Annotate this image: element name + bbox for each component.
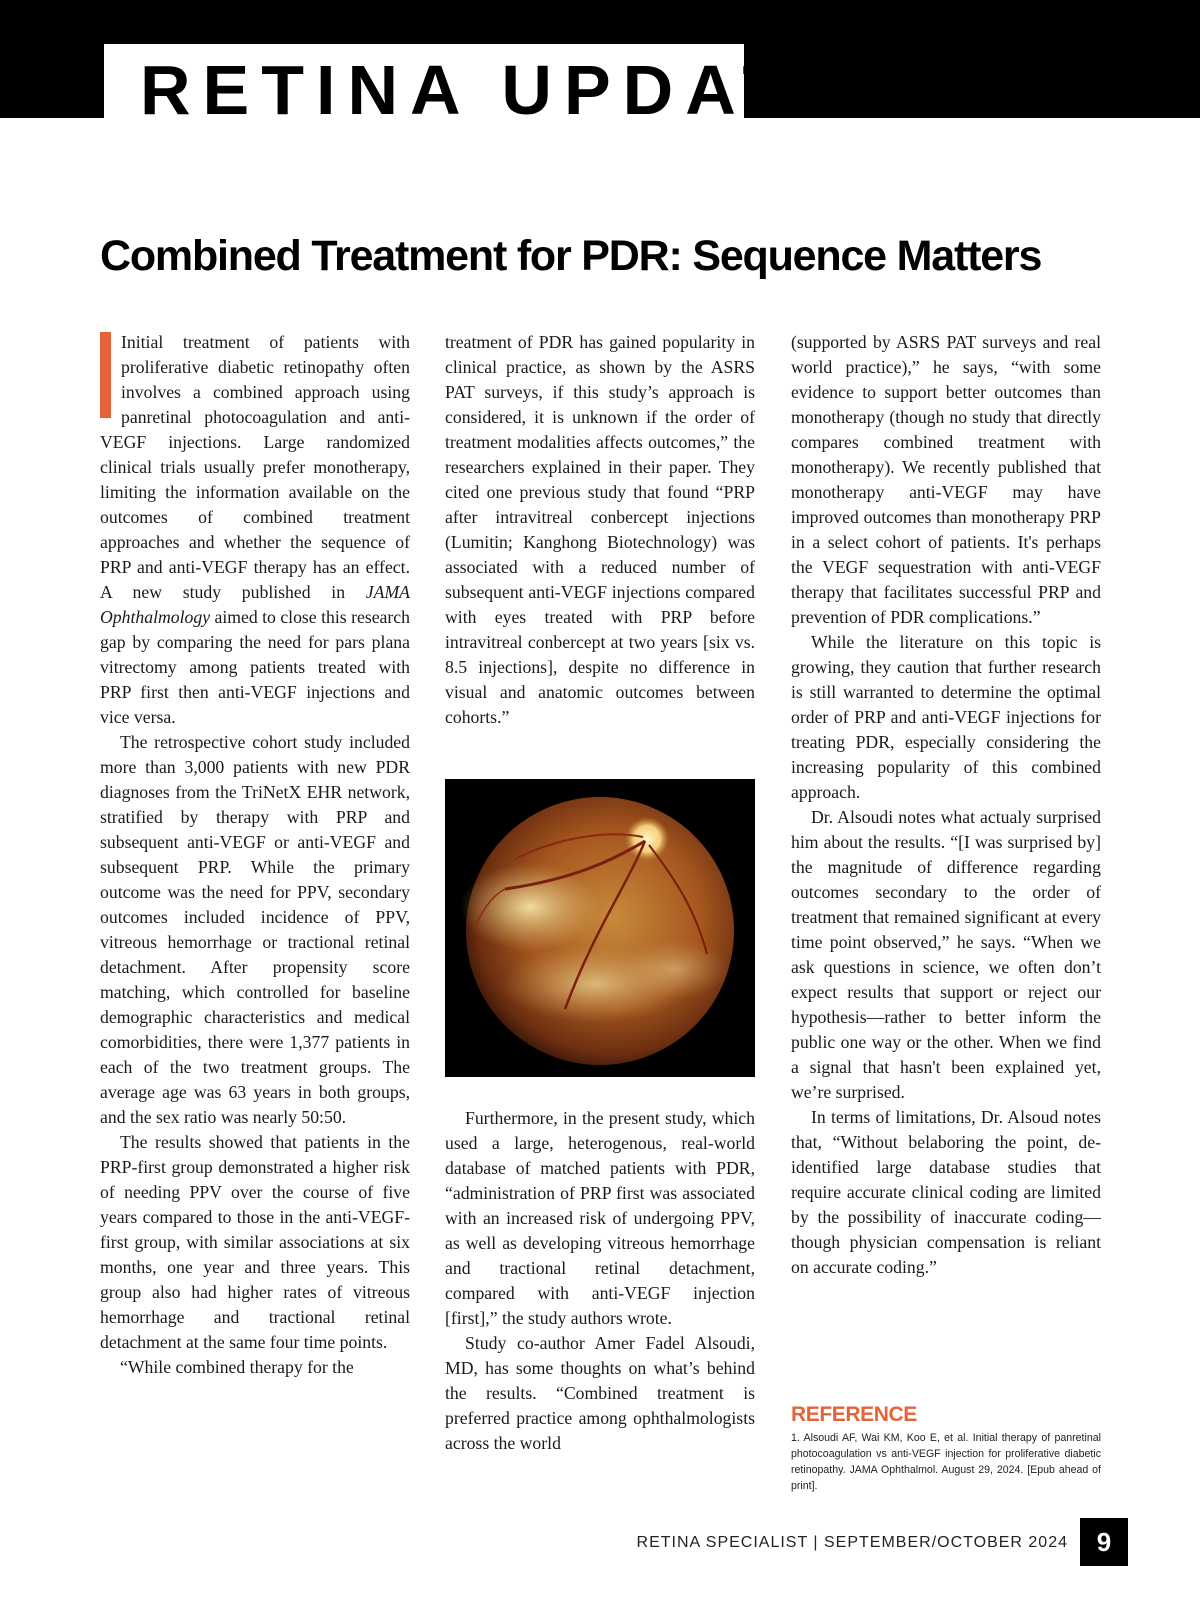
article-column-3: [791, 330, 1101, 1280]
paragraph: The retrospective cohort study included more than 3,000 patients with new PDR diagnoses from the TriNetX EHR network, stratified by therapy with PRP and subsequent anti-VEGF or anti-VEGF and subsequent PRP. While the primary outcome was the need for PPV, secondary outcomes included incidence of PPV, vitreous hemorrhage or tractional retinal detachment. After propensity score matching, which controlled for baseline demographic characteristics and medical comorbidities, there were 1,377 patients in each of the two treatment groups. The average age was 63 years in both groups, and the sex ratio was nearly 50:50.: [100, 732, 410, 1127]
paragraph: Dr. Alsoudi notes what actualy surprised him about the results. “[I was surprised by] the magnitude of difference regarding outcomes secondary to the order of treatment that remained significant at every time point observed,” he says. “When we ask questions in science, we often don’t expect results that support or reject our hypothesis—rather to better inform the public one way or the other. When we find a signal that hasn't been explained yet, we’re surprised.: [791, 807, 1101, 1102]
paragraph-text: Initial treatment of patients with proliferative diabetic retinopathy often involves a combined approach using panretinal photocoagulation and anti-VEGF injections. Large randomized clinical trials usually prefer monotherapy, limiting the information available on the outcomes of combined treatment approaches and whether the sequence of PRP and anti-VEGF therapy has an effect. A new study published in: [100, 332, 410, 602]
footer-publication: RETINA SPECIALIST | SEPTEMBER/OCTOBER 2024: [636, 1534, 1068, 1551]
paragraph: The results showed that patients in the PRP-first group demonstrated a higher risk of needing PPV over the course of five years compared to those in the anti-VEGF-first group, with similar associations at six months, one year and three years. This group also had higher rates of vitreous hemorrhage and tractional retinal detachment at the same four time points.: [100, 1132, 410, 1352]
drop-cap-bar: [100, 332, 111, 418]
article-title: Combined Treatment for PDR: Sequence Matters: [100, 232, 1042, 280]
article-column-2-top: [445, 330, 755, 730]
reference-text: 1. Alsoudi AF, Wai KM, Koo E, et al. Initial therapy of panretinal photocoagulation vs anti-VEGF injection for proliferative diabetic retinopathy. JAMA Ophthalmol. August 29, 2024. [Epub ahead of print].: [791, 1432, 1101, 1492]
paragraph: treatment of PDR has gained popularity in clinical practice, as shown by the ASRS PAT surveys, if this study’s approach is considered, it is unknown if the order of treatment modalities affects outcomes,” the researchers explained in their paper. They cited one previous study that found “PRP after intravitreal conbercept injections (Lumitin; Kanghong Biotechnology) was associated with a reduced number of subsequent anti-VEGF injections compared with eyes treated with PRP before intravitreal conbercept at two years [six vs. 8.5 injections], despite no difference in visual and anatomic outcomes between cohorts.”: [445, 332, 755, 727]
paragraph: [100, 330, 410, 730]
paragraph: While the literature on this topic is growing, they caution that further research is still warranted to determine the optimal order of PRP and anti-VEGF injections for treating PDR, especially considering the increasing popularity of this combined approach.: [791, 632, 1101, 802]
article-column-2-bottom: [445, 1106, 755, 1456]
paragraph-text: aimed to close this research gap by comparing the need for pars plana vitrectomy among patients treated with PRP first then anti-VEGF injections and vice versa.: [100, 607, 410, 727]
journal-name: JAMA Ophthalmology: [100, 582, 410, 627]
reference-heading: REFERENCE: [791, 1403, 917, 1426]
section-label: RETINA UPDATE: [140, 51, 856, 129]
article-column-1: [100, 330, 410, 1380]
fundus-photo: [445, 779, 755, 1077]
paragraph: Furthermore, in the present study, which used a large, heterogenous, real-world database of matched patients with PDR, “administration of PRP first was associated with an increased risk of undergoing PPV, as well as developing vitreous hemorrhage and tractional retinal detachment, compared with anti-VEGF injection [first],” the study authors wrote.: [445, 1108, 755, 1328]
page-number: 9: [1080, 1518, 1128, 1566]
paragraph: “While combined therapy for the: [120, 1357, 354, 1377]
fundus-image: [445, 779, 755, 1077]
paragraph: In terms of limitations, Dr. Alsoud notes that, “Without belaboring the point, de-identified large database studies that require accurate clinical coding are limited by the possibility of inaccurate coding—though physician compensation is reliant on accurate coding.”: [791, 1107, 1101, 1277]
paragraph: Study co-author Amer Fadel Alsoudi, MD, has some thoughts on what’s behind the results. “Combined treatment is preferred practice among ophthalmologists across the world: [445, 1333, 755, 1453]
paragraph: (supported by ASRS PAT surveys and real world practice),” he says, “with some evidence to support better outcomes than monotherapy (though no study that directly compares combined treatment with monotherapy). We recently published that monotherapy anti-VEGF may have improved outcomes than monotherapy PRP in a select cohort of patients. It's perhaps the VEGF sequestration with anti-VEGF therapy that facilitates successful PRP and prevention of PDR complications.”: [791, 332, 1101, 627]
